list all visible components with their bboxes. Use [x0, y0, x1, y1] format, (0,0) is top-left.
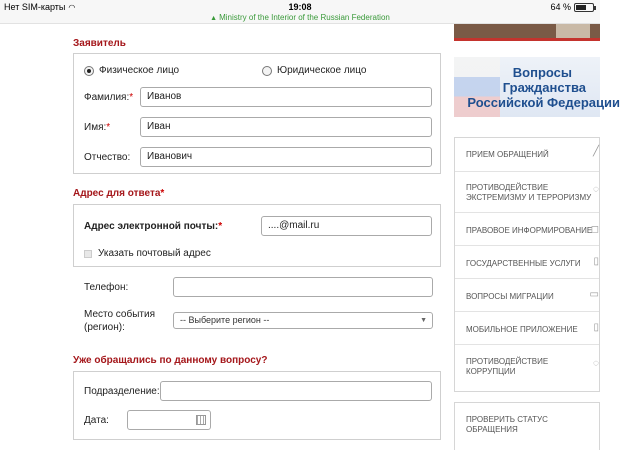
scales-icon: ◻ — [590, 224, 599, 235]
region-select[interactable] — [173, 312, 433, 329]
sidebar-item-legal-info[interactable] — [466, 226, 599, 236]
battery-percent: 64 % — [550, 2, 571, 12]
sidebar-menu — [454, 137, 600, 392]
battery-icon — [574, 3, 594, 12]
chevron-down-icon: ▼ — [420, 317, 427, 324]
previous-box — [73, 371, 441, 440]
sidebar-item-label: ПРАВОВОЕ ИНФОРМИРОВАНИЕ — [466, 226, 593, 235]
passport-icon: ▭ — [589, 289, 599, 300]
radio-legal-dot[interactable] — [262, 66, 272, 76]
email-input[interactable]: ....@mail.ru — [261, 216, 432, 236]
banner-line-3: Российской Федерации — [467, 95, 620, 110]
check-status-link[interactable] — [466, 415, 548, 435]
calendar-icon[interactable] — [196, 415, 206, 425]
building-icon: ▯ — [593, 256, 599, 267]
divider — [455, 171, 599, 172]
postal-address-label: Указать почтовый адрес — [98, 248, 211, 259]
phone-input[interactable] — [173, 277, 433, 297]
date-input[interactable] — [127, 410, 211, 430]
surname-label — [84, 92, 133, 103]
battery-fill — [576, 5, 586, 10]
radio-individual-dot[interactable] — [84, 66, 94, 76]
surname-label-text: Фамилия: — [84, 92, 130, 103]
location-label-line2: (регион): — [84, 322, 125, 333]
sidebar-item-gov-services[interactable] — [466, 259, 599, 269]
sidebar-item-mobile-app[interactable] — [466, 325, 599, 335]
department-label: Подразделение: — [84, 386, 160, 397]
divider — [455, 311, 599, 312]
reply-box — [73, 204, 441, 267]
required-asterisk: * — [218, 221, 223, 232]
required-asterisk: * — [106, 122, 111, 133]
sidebar-item-label: ВОПРОСЫ МИГРАЦИИ — [466, 292, 554, 301]
top-banner-image[interactable] — [454, 24, 600, 41]
sidebar-item-appeals[interactable] — [466, 150, 599, 160]
sidebar-item-label: ПРОТИВОДЕЙСТВИЕ — [466, 183, 549, 192]
email-label — [84, 221, 222, 232]
status-check-panel — [454, 402, 600, 450]
date-label: Дата: — [84, 415, 109, 426]
lock-icon: ▲ — [210, 15, 218, 22]
department-input[interactable] — [160, 381, 432, 401]
name-label-text: Имя: — [84, 122, 107, 133]
hand-icon: ◌ — [593, 358, 599, 369]
sidebar-item-migration[interactable] — [466, 292, 599, 302]
location-label-line1: Место события — [84, 309, 155, 320]
banner-line-2: Гражданства — [502, 80, 586, 95]
banner-line-1: Вопросы — [512, 65, 572, 80]
sidebar-item-label: ПРОТИВОДЕЙСТВИЕ — [466, 357, 549, 366]
page-url: Ministry of the Interior of the Russian Federation — [219, 13, 390, 22]
clock: 19:08 — [288, 2, 312, 12]
sidebar-item-extremism[interactable] — [466, 183, 599, 203]
sidebar-item-corruption[interactable] — [466, 357, 599, 377]
required-asterisk: * — [160, 188, 165, 199]
sidebar-item-label: ГОСУДАРСТВЕННЫЕ УСЛУГИ — [466, 259, 581, 268]
region-select-value: -- Выберите регион -- — [180, 315, 270, 325]
required-asterisk: * — [129, 92, 134, 103]
reply-section-title-text: Адрес для ответа — [73, 188, 161, 199]
shield-icon: ◌ — [593, 184, 599, 195]
radio-individual[interactable] — [84, 65, 179, 76]
name-input[interactable]: Иван — [140, 117, 432, 137]
checkbox-box[interactable] — [84, 250, 92, 258]
wifi-icon: ◠ — [68, 3, 76, 12]
patronymic-label: Отчество: — [84, 152, 131, 163]
sidebar-item-label-2: КОРРУПЦИИ — [466, 367, 516, 376]
sidebar-item-label: МОБИЛЬНОЕ ПРИЛОЖЕНИЕ — [466, 325, 578, 334]
previous-section-title: Уже обращались по данному вопросу? — [73, 355, 268, 366]
name-label — [84, 122, 110, 133]
battery — [550, 2, 594, 12]
divider — [455, 212, 599, 213]
location-label — [84, 308, 155, 334]
surname-input[interactable]: Иванов — [140, 87, 432, 107]
postal-address-checkbox[interactable] — [84, 248, 211, 259]
reply-section-title — [73, 188, 164, 199]
banner-decor — [556, 24, 590, 38]
status-bar — [0, 0, 600, 24]
carrier-label: Нет SIM-карты — [4, 2, 66, 12]
patronymic-input[interactable]: Иванович — [140, 147, 432, 167]
applicant-box — [73, 53, 441, 174]
applicant-section-title: Заявитель — [73, 38, 126, 49]
citizenship-banner[interactable] — [454, 57, 620, 117]
radio-individual-label: Физическое лицо — [99, 65, 180, 76]
check-status-line1: ПРОВЕРИТЬ СТАТУС — [466, 415, 548, 424]
check-status-line2: ОБРАЩЕНИЯ — [466, 425, 518, 434]
divider — [455, 245, 599, 246]
sidebar-item-label-2: ЭКСТРЕМИЗМУ И ТЕРРОРИЗМУ — [466, 193, 592, 202]
envelope-icon: ╱ — [592, 146, 599, 157]
address-bar[interactable] — [0, 13, 600, 22]
email-label-text: Адрес электронной почты: — [84, 221, 219, 232]
divider — [455, 278, 599, 279]
radio-legal-label: Юридическое лицо — [277, 65, 367, 76]
phone-icon: ▯ — [593, 322, 599, 333]
sidebar-item-label: ПРИЕМ ОБРАЩЕНИЙ — [466, 150, 549, 159]
divider — [455, 344, 599, 345]
radio-legal[interactable] — [262, 65, 366, 76]
phone-label: Телефон: — [84, 282, 129, 293]
